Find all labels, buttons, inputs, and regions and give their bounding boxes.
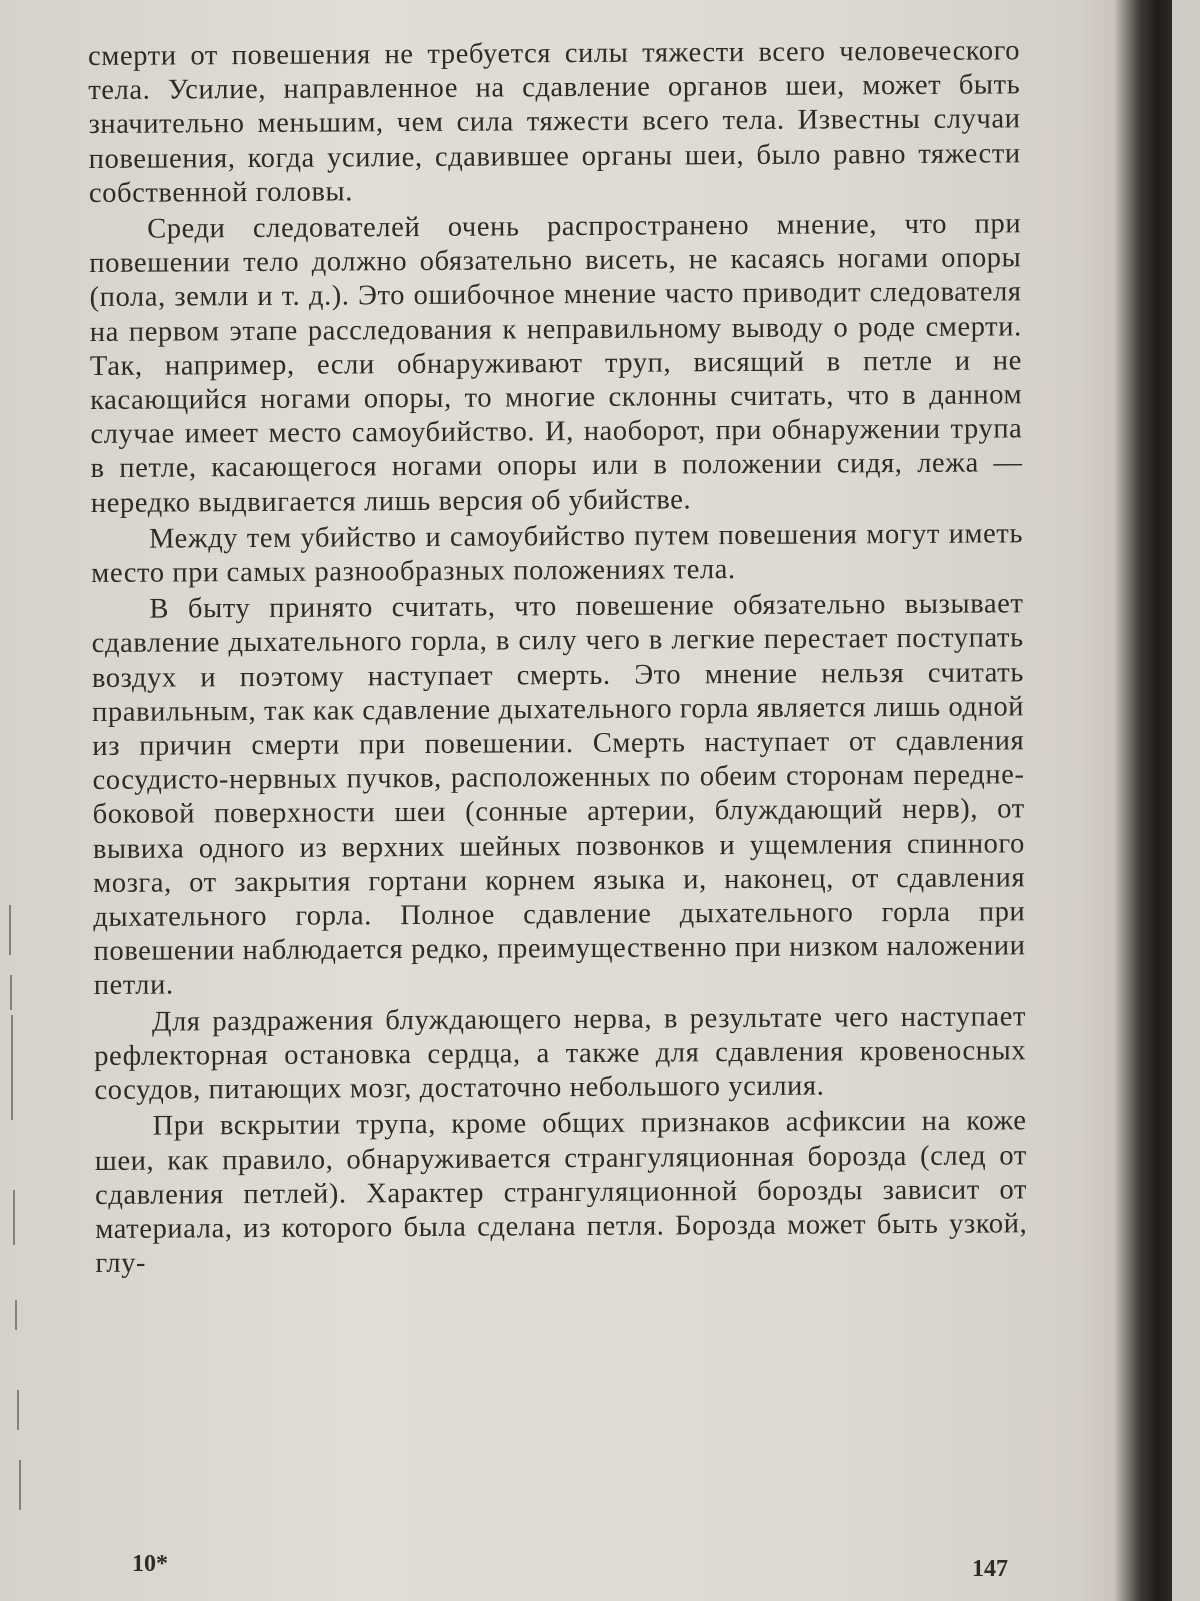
signature-mark: 10* bbox=[132, 1551, 168, 1577]
page-number: 147 bbox=[972, 1556, 1008, 1582]
margin-pencil-marks bbox=[0, 0, 60, 1601]
paragraph-2: Среди следователей очень распространено мнение, что при повешении тело должно обязательно висеть, не касаясь ногами опоры (пола, земли и т. д.). Это ошибочное мнение часто приводит следователя на первом этапе расследования к неправильному выводу о роде смерти. Так, например, если обнаруживают труп, висящий в петле и не касающийся ногами опоры, то многие склонны считать, что в данном случае имеет место самоубийство. И, наоборот, при обнаружении трупа в петле, касающегося ногами опоры или в положении сидя, лежа — нередко выдвигается лишь версия об убийстве. bbox=[89, 208, 1023, 519]
page-body-text bbox=[88, 34, 1028, 1281]
paragraph-1: смерти от повешения не требуется силы тяжести всего человеческого тела. Усилие, направленное на сдавление органов шеи, может быть значительно меньшим, чем сила тяжести всего тела. Известны случаи повешения, когда усилие, сдавившее органы шеи, было равно тяжести собственной головы. bbox=[88, 35, 1021, 209]
paragraph-4: В быту принято считать, что повешение обязательно вызывает сдавление дыхательного горла, в силу чего в легкие перестает поступать воздух и поэтому наступает смерть. Это мнение нельзя считать правильным, так как сдавление дыхательного горла является лишь одной из причин смерти при повешении. Смерть наступает от сдавления сосудисто-нервных пучков, расположенных по обеим сторонам передне-боковой поверхности шеи (сонные артерии, блуждающий нерв), от вывиха одного из верхних шейных позвонков и ущемления спинного мозга, от закрытия гортани корнем языка и, наконец, от сдавления дыхательного горла. Полное сдавление дыхательного горла при повешении наблюдается редко, преимущественно при низком наложении петли. bbox=[91, 588, 1026, 1002]
book-spine-shadow bbox=[1114, 0, 1172, 1601]
paragraph-3: Между тем убийство и самоубийство путем повешения могут иметь место при самых разнообразных положениях тела. bbox=[91, 518, 1024, 590]
paragraph-6: При вскрытии трупа, кроме общих признаков асфиксии на коже шеи, как правило, обнаруживается странгуляционная борозда (след от сдавления петлей). Характер странгуляционной борозды зависит от материала, из которого была сделана петля. Борозда может быть узкой, глу- bbox=[94, 1105, 1028, 1280]
paragraph-5: Для раздражения блуждающего нерва, в результате чего наступает рефлекторная остановка сердца, а также для сдавления кровеносных сосудов, питающих мозг, достаточно небольшого усилия. bbox=[94, 1000, 1027, 1107]
